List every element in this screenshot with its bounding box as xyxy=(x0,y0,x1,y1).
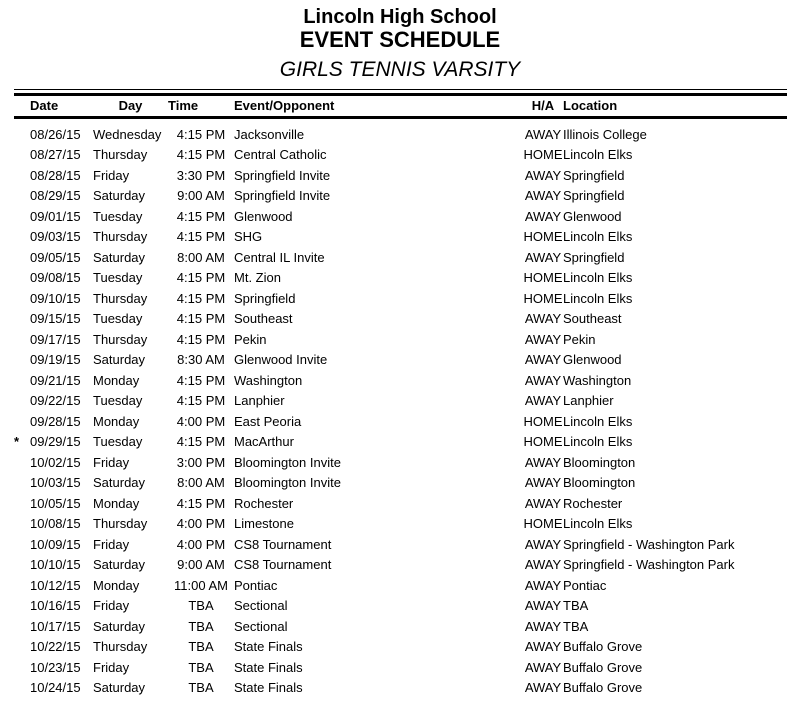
cell-day: Tuesday xyxy=(93,393,143,409)
table-row xyxy=(14,678,787,699)
cell-date: 10/10/15 xyxy=(30,557,81,573)
cell-day: Saturday xyxy=(93,557,146,573)
cell-event-opponent: Glenwood Invite xyxy=(234,352,328,368)
table-row xyxy=(14,575,787,596)
cell-note-asterisk xyxy=(14,678,30,699)
cell-date: 10/23/15 xyxy=(30,659,81,675)
schedule-table xyxy=(14,96,787,698)
cell-location: Pontiac xyxy=(563,577,607,593)
cell-date: 10/22/15 xyxy=(30,639,81,655)
cell-location: Bloomington xyxy=(563,454,636,470)
cell-home-away: HOME xyxy=(523,413,563,429)
cell-home-away: HOME xyxy=(523,516,563,532)
cell-home-away: AWAY xyxy=(524,331,562,347)
cell-note-asterisk xyxy=(14,350,30,371)
cell-time: 8:00 AM xyxy=(177,249,225,265)
cell-time: 4:15 PM xyxy=(176,126,226,142)
cell-date: 09/17/15 xyxy=(30,331,81,347)
cell-day: Friday xyxy=(93,454,130,470)
cell-time: 4:15 PM xyxy=(176,495,226,511)
cell-note-asterisk xyxy=(14,575,30,596)
col-header-event-opponent: Event/Opponent xyxy=(234,98,335,114)
cell-location: Buffalo Grove xyxy=(563,639,643,655)
cell-event-opponent: Sectional xyxy=(234,618,288,634)
cell-date: 09/05/15 xyxy=(30,249,81,265)
cell-event-opponent: SHG xyxy=(234,229,263,245)
cell-home-away: AWAY xyxy=(524,249,562,265)
cell-event-opponent: Pekin xyxy=(234,331,267,347)
cell-day: Saturday xyxy=(93,618,146,634)
cell-home-away: HOME xyxy=(523,229,563,245)
cell-event-opponent: East Peoria xyxy=(234,413,302,429)
cell-location: Southeast xyxy=(563,311,622,327)
cell-note-asterisk xyxy=(14,329,30,350)
schedule-body xyxy=(14,117,787,698)
col-header-home-away: H/A xyxy=(531,98,555,114)
cell-note-asterisk xyxy=(14,637,30,658)
cell-time: 4:15 PM xyxy=(176,393,226,409)
table-row xyxy=(14,411,787,432)
cell-day: Wednesday xyxy=(93,126,162,142)
cell-time: 4:15 PM xyxy=(176,372,226,388)
table-row xyxy=(14,514,787,535)
cell-event-opponent: Lanphier xyxy=(234,393,285,409)
cell-note-asterisk xyxy=(14,391,30,412)
cell-note-asterisk xyxy=(14,411,30,432)
cell-event-opponent: Central IL Invite xyxy=(234,249,325,265)
cell-location: Lincoln Elks xyxy=(563,290,633,306)
cell-date: 10/09/15 xyxy=(30,536,81,552)
cell-time: 9:00 AM xyxy=(177,557,225,573)
schedule-header xyxy=(14,96,787,117)
cell-note-asterisk xyxy=(14,657,30,678)
cell-home-away: AWAY xyxy=(524,598,562,614)
cell-home-away: AWAY xyxy=(524,536,562,552)
cell-event-opponent: State Finals xyxy=(234,680,303,696)
cell-home-away: AWAY xyxy=(524,311,562,327)
table-row xyxy=(14,227,787,248)
header-top-rule xyxy=(14,89,787,96)
cell-event-opponent: Southeast xyxy=(234,311,293,327)
cell-date: 10/24/15 xyxy=(30,680,81,696)
cell-time: 9:00 AM xyxy=(177,188,225,204)
cell-day: Monday xyxy=(93,413,140,429)
cell-location: TBA xyxy=(563,598,589,614)
cell-day: Thursday xyxy=(93,331,148,347)
table-row xyxy=(14,616,787,637)
cell-day: Thursday xyxy=(93,290,148,306)
cell-note-asterisk: * xyxy=(14,434,20,450)
title-block xyxy=(0,6,800,81)
cell-event-opponent: Limestone xyxy=(234,516,294,532)
cell-time: 4:15 PM xyxy=(176,290,226,306)
cell-date: 08/29/15 xyxy=(30,188,81,204)
cell-note-asterisk xyxy=(14,124,30,145)
table-row xyxy=(14,391,787,412)
cell-note-asterisk xyxy=(14,534,30,555)
cell-home-away: AWAY xyxy=(524,495,562,511)
cell-event-opponent: Glenwood xyxy=(234,208,293,224)
cell-note-asterisk xyxy=(14,370,30,391)
cell-home-away: AWAY xyxy=(524,126,562,142)
cell-date: 08/28/15 xyxy=(30,167,81,183)
cell-time: 11:00 AM xyxy=(174,577,228,593)
table-row xyxy=(14,268,787,289)
table-row xyxy=(14,534,787,555)
cell-location: Springfield - Washington Park xyxy=(563,536,735,552)
cell-date: 09/10/15 xyxy=(30,290,81,306)
school-name: Lincoln High School xyxy=(303,6,497,28)
table-row xyxy=(14,165,787,186)
cell-day: Thursday xyxy=(93,147,148,163)
table-row xyxy=(14,637,787,658)
cell-home-away: AWAY xyxy=(524,618,562,634)
table-row xyxy=(14,206,787,227)
table-row xyxy=(14,186,787,207)
table-row xyxy=(14,350,787,371)
cell-day: Friday xyxy=(93,598,130,614)
table-row xyxy=(14,473,787,494)
cell-location: Springfield xyxy=(563,188,625,204)
cell-event-opponent: Springfield Invite xyxy=(234,188,331,204)
cell-location: Glenwood xyxy=(563,352,622,368)
cell-location: Buffalo Grove xyxy=(563,659,643,675)
cell-note-asterisk xyxy=(14,288,30,309)
cell-date: 09/01/15 xyxy=(30,208,81,224)
cell-date: 09/03/15 xyxy=(30,229,81,245)
cell-location: Buffalo Grove xyxy=(563,680,643,696)
spacer-row xyxy=(14,117,787,124)
cell-note-asterisk xyxy=(14,186,30,207)
col-header-date: Date xyxy=(30,98,59,114)
cell-event-opponent: Springfield Invite xyxy=(234,167,331,183)
cell-day: Friday xyxy=(93,536,130,552)
cell-home-away: AWAY xyxy=(524,639,562,655)
cell-date: 09/28/15 xyxy=(30,413,81,429)
cell-note-asterisk xyxy=(14,493,30,514)
cell-event-opponent: Jacksonville xyxy=(234,126,305,142)
cell-location: Rochester xyxy=(563,495,623,511)
cell-day: Thursday xyxy=(93,516,148,532)
table-row xyxy=(14,452,787,473)
cell-home-away: AWAY xyxy=(524,475,562,491)
cell-location: Glenwood xyxy=(563,208,622,224)
cell-location: Springfield xyxy=(563,249,625,265)
cell-event-opponent: State Finals xyxy=(234,659,303,675)
cell-event-opponent: Central Catholic xyxy=(234,147,327,163)
cell-time: 3:00 PM xyxy=(176,454,226,470)
cell-day: Friday xyxy=(93,167,130,183)
cell-note-asterisk xyxy=(14,227,30,248)
cell-time: TBA xyxy=(188,680,214,696)
col-header-note xyxy=(14,96,30,117)
cell-location: Bloomington xyxy=(563,475,636,491)
cell-day: Tuesday xyxy=(93,311,143,327)
cell-home-away: HOME xyxy=(523,290,563,306)
cell-day: Thursday xyxy=(93,639,148,655)
cell-time: TBA xyxy=(188,618,214,634)
cell-event-opponent: Springfield xyxy=(234,290,296,306)
cell-day: Tuesday xyxy=(93,434,143,450)
cell-event-opponent: Washington xyxy=(234,372,303,388)
table-row xyxy=(14,493,787,514)
cell-home-away: HOME xyxy=(523,434,563,450)
cell-time: 4:15 PM xyxy=(176,208,226,224)
cell-home-away: AWAY xyxy=(524,393,562,409)
cell-date: 10/03/15 xyxy=(30,475,81,491)
cell-note-asterisk xyxy=(14,473,30,494)
cell-location: Lanphier xyxy=(563,393,614,409)
cell-date: 10/12/15 xyxy=(30,577,81,593)
cell-note-asterisk xyxy=(14,206,30,227)
cell-note-asterisk xyxy=(14,268,30,289)
col-header-location: Location xyxy=(563,98,618,114)
cell-time: 4:15 PM xyxy=(176,434,226,450)
cell-event-opponent: Rochester xyxy=(234,495,294,511)
header-row xyxy=(14,96,787,117)
cell-time: TBA xyxy=(188,598,214,614)
cell-time: 4:15 PM xyxy=(176,229,226,245)
cell-date: 09/19/15 xyxy=(30,352,81,368)
cell-location: Springfield - Washington Park xyxy=(563,557,735,573)
cell-event-opponent: Sectional xyxy=(234,598,288,614)
cell-date: 09/22/15 xyxy=(30,393,81,409)
cell-day: Tuesday xyxy=(93,270,143,286)
cell-home-away: AWAY xyxy=(524,208,562,224)
cell-date: 09/21/15 xyxy=(30,372,81,388)
cell-time: 4:15 PM xyxy=(176,331,226,347)
cell-day: Saturday xyxy=(93,352,146,368)
cell-time: TBA xyxy=(188,639,214,655)
cell-location: Lincoln Elks xyxy=(563,516,633,532)
cell-note-asterisk xyxy=(14,309,30,330)
cell-date: 08/26/15 xyxy=(30,126,81,142)
cell-location: Lincoln Elks xyxy=(563,413,633,429)
cell-note-asterisk xyxy=(14,514,30,535)
cell-location: Lincoln Elks xyxy=(563,270,633,286)
cell-home-away: AWAY xyxy=(524,167,562,183)
cell-day: Saturday xyxy=(93,249,146,265)
cell-time: 4:15 PM xyxy=(176,147,226,163)
cell-home-away: AWAY xyxy=(524,680,562,696)
cell-time: 3:30 PM xyxy=(176,167,226,183)
cell-day: Saturday xyxy=(93,475,146,491)
cell-day: Monday xyxy=(93,577,140,593)
cell-event-opponent: Pontiac xyxy=(234,577,278,593)
cell-time: TBA xyxy=(188,659,214,675)
cell-event-opponent: Bloomington Invite xyxy=(234,454,341,470)
col-header-day: Day xyxy=(118,98,143,114)
cell-note-asterisk xyxy=(14,247,30,268)
cell-date: 10/17/15 xyxy=(30,618,81,634)
cell-home-away: AWAY xyxy=(524,188,562,204)
col-header-time: Time xyxy=(168,98,199,114)
cell-event-opponent: MacArthur xyxy=(234,434,294,450)
cell-day: Saturday xyxy=(93,188,146,204)
table-row xyxy=(14,596,787,617)
cell-location: Lincoln Elks xyxy=(563,434,633,450)
table-row xyxy=(14,657,787,678)
page-title: EVENT SCHEDULE xyxy=(299,27,501,52)
cell-event-opponent: Mt. Zion xyxy=(234,270,281,286)
cell-note-asterisk xyxy=(14,145,30,166)
cell-date: 10/02/15 xyxy=(30,454,81,470)
cell-home-away: HOME xyxy=(523,270,563,286)
cell-date: 10/16/15 xyxy=(30,598,81,614)
cell-date: 09/29/15 xyxy=(30,434,81,450)
cell-location: Illinois College xyxy=(563,126,647,142)
cell-location: Lincoln Elks xyxy=(563,229,633,245)
cell-day: Monday xyxy=(93,495,140,511)
cell-location: Springfield xyxy=(563,167,625,183)
table-row xyxy=(14,309,787,330)
cell-date: 08/27/15 xyxy=(30,147,81,163)
cell-home-away: AWAY xyxy=(524,352,562,368)
table-row xyxy=(14,124,787,145)
cell-time: 8:30 AM xyxy=(177,352,225,368)
cell-date: 10/08/15 xyxy=(30,516,81,532)
cell-time: 4:15 PM xyxy=(176,270,226,286)
cell-location: Washington xyxy=(563,372,632,388)
cell-day: Thursday xyxy=(93,229,148,245)
cell-note-asterisk xyxy=(14,165,30,186)
cell-home-away: AWAY xyxy=(524,372,562,388)
table-row xyxy=(14,288,787,309)
cell-event-opponent: CS8 Tournament xyxy=(234,536,332,552)
cell-home-away: AWAY xyxy=(524,577,562,593)
cell-day: Saturday xyxy=(93,680,146,696)
cell-day: Friday xyxy=(93,659,130,675)
cell-home-away: HOME xyxy=(523,147,563,163)
table-row xyxy=(14,555,787,576)
cell-location: TBA xyxy=(563,618,589,634)
table-row xyxy=(14,145,787,166)
table-row xyxy=(14,370,787,391)
cell-location: Pekin xyxy=(563,331,596,347)
cell-date: 09/15/15 xyxy=(30,311,81,327)
cell-note-asterisk xyxy=(14,596,30,617)
table-row xyxy=(14,329,787,350)
cell-home-away: AWAY xyxy=(524,454,562,470)
table-row xyxy=(14,247,787,268)
team-subtitle: GIRLS TENNIS VARSITY xyxy=(279,58,521,81)
cell-time: 4:15 PM xyxy=(176,311,226,327)
cell-time: 4:00 PM xyxy=(176,413,226,429)
cell-date: 09/08/15 xyxy=(30,270,81,286)
cell-event-opponent: State Finals xyxy=(234,639,303,655)
cell-time: 4:00 PM xyxy=(176,536,226,552)
cell-note-asterisk xyxy=(14,555,30,576)
cell-location: Lincoln Elks xyxy=(563,147,633,163)
table-row xyxy=(14,432,787,453)
cell-note-asterisk xyxy=(14,452,30,473)
cell-event-opponent: CS8 Tournament xyxy=(234,557,332,573)
cell-event-opponent: Bloomington Invite xyxy=(234,475,341,491)
cell-date: 10/05/15 xyxy=(30,495,81,511)
cell-day: Monday xyxy=(93,372,140,388)
cell-time: 4:00 PM xyxy=(176,516,226,532)
cell-note-asterisk xyxy=(14,616,30,637)
cell-home-away: AWAY xyxy=(524,659,562,675)
cell-time: 8:00 AM xyxy=(177,475,225,491)
cell-day: Tuesday xyxy=(93,208,143,224)
cell-home-away: AWAY xyxy=(524,557,562,573)
